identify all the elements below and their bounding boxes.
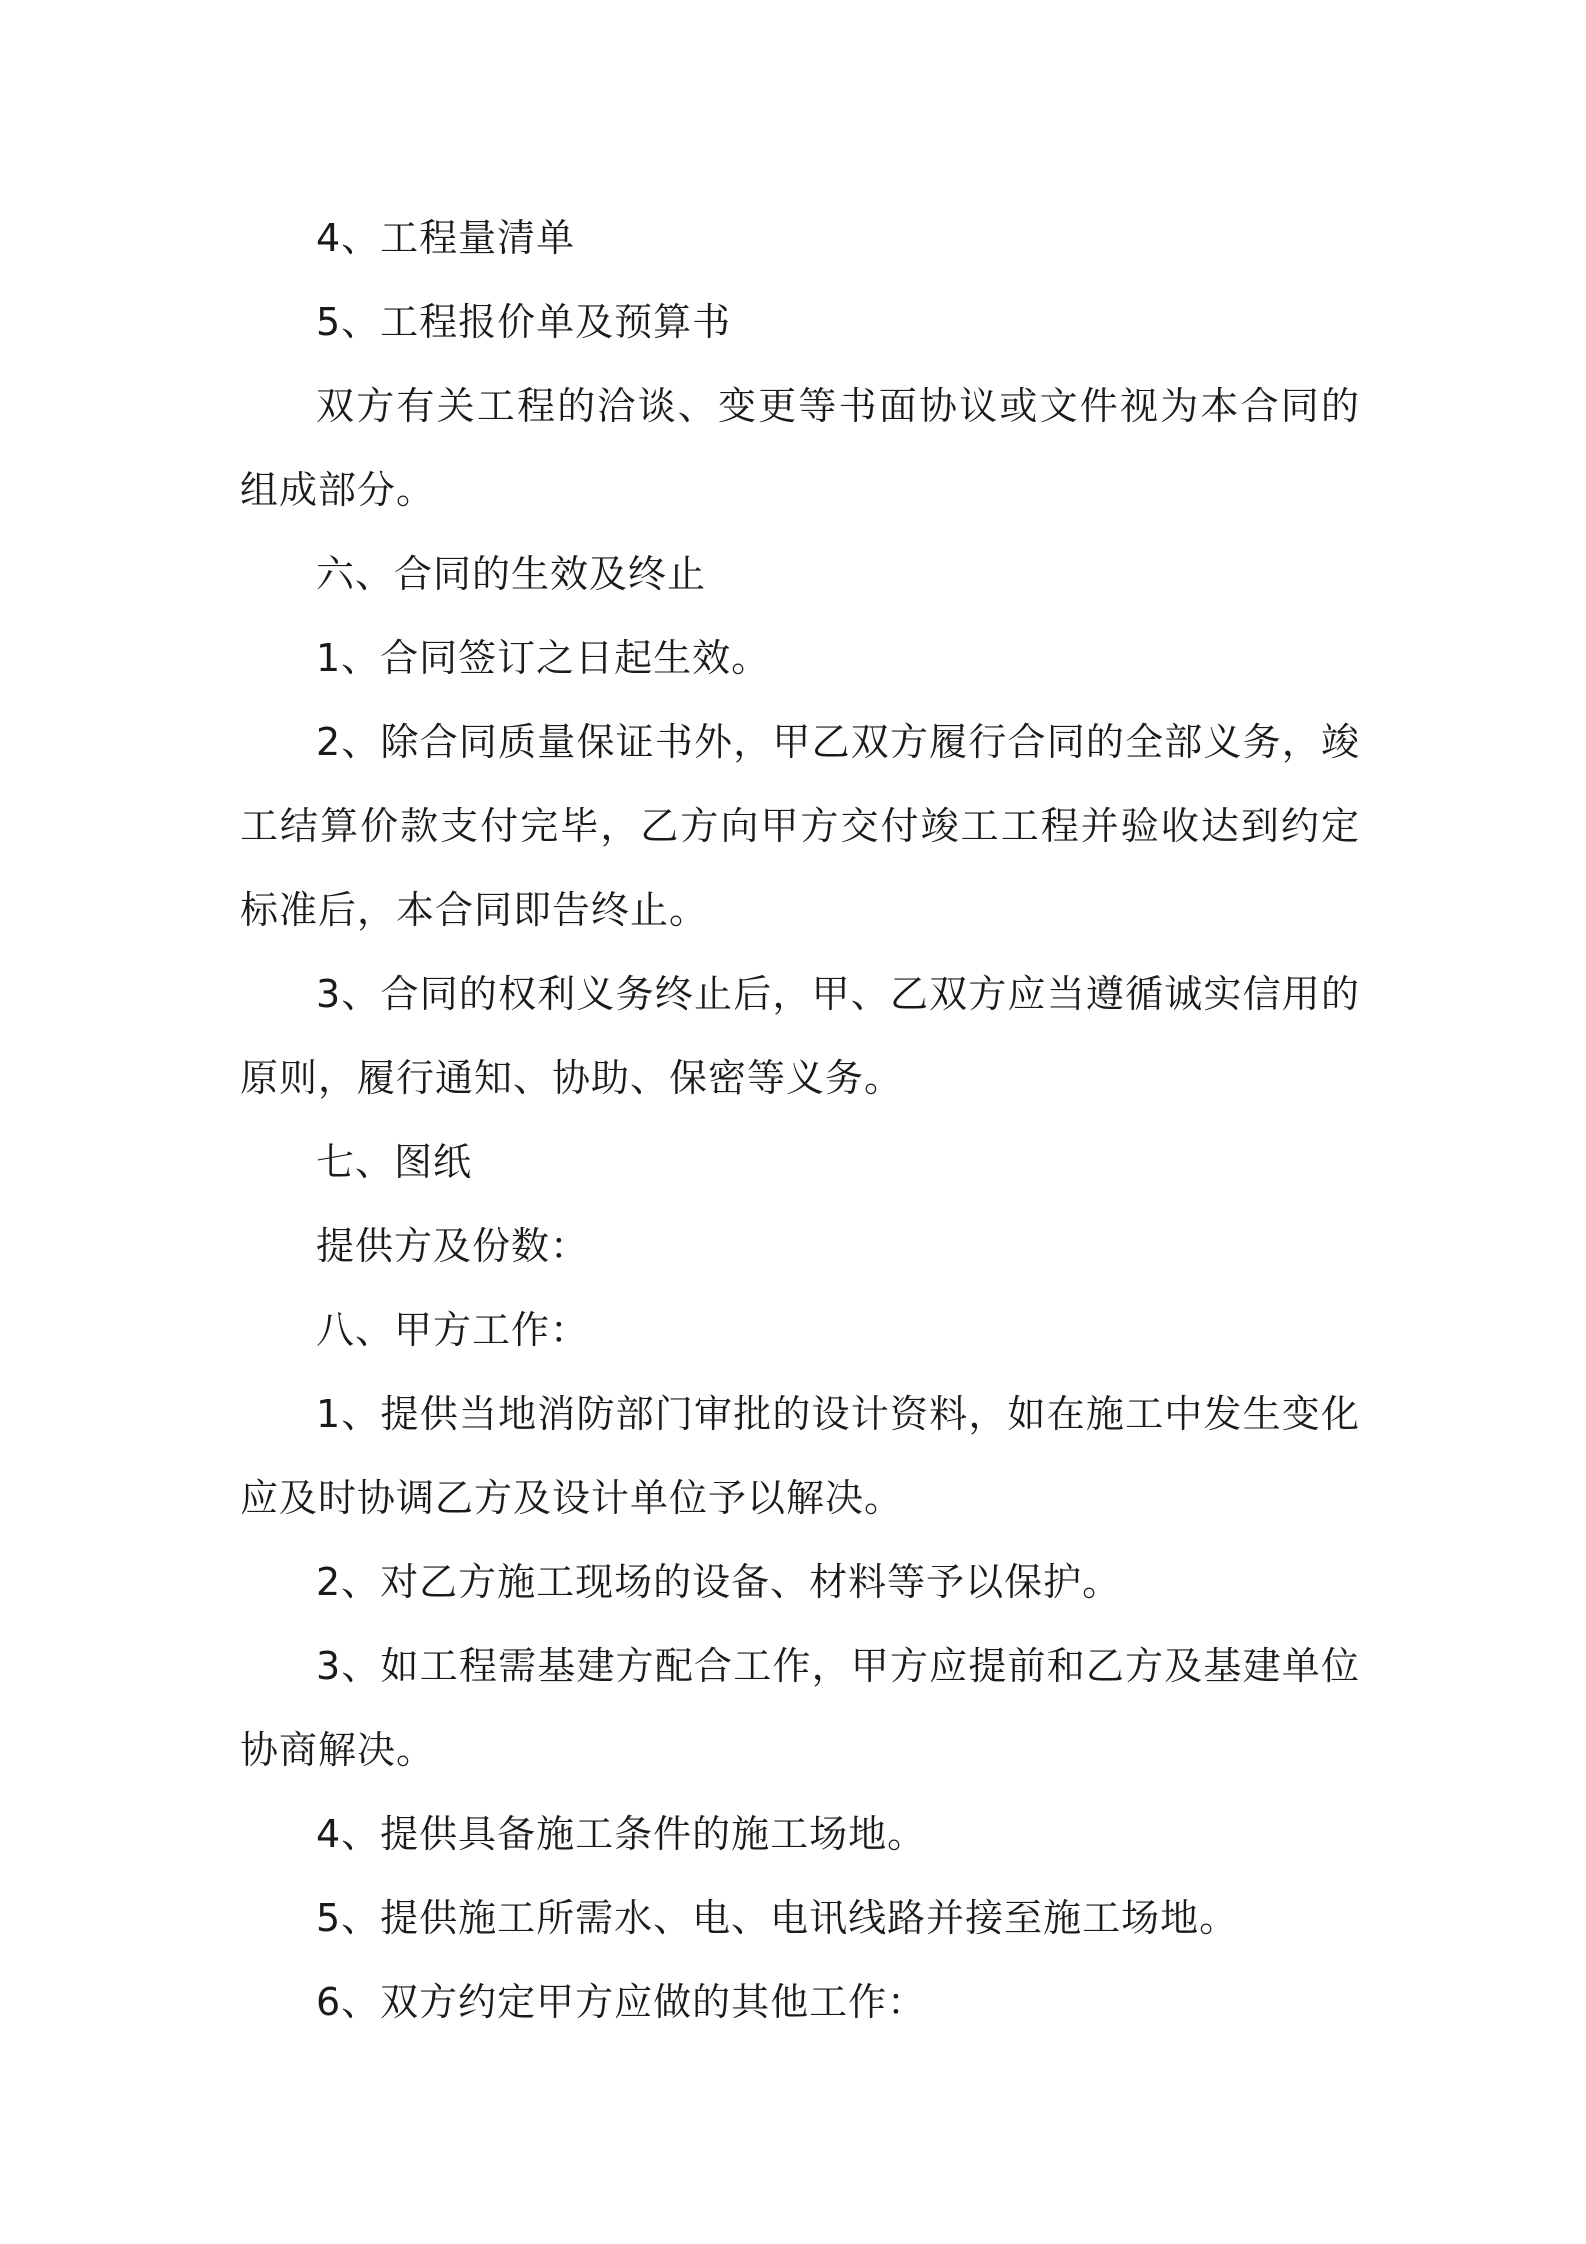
paragraph-party-a-duty-4: 4、提供具备施工条件的施工场地。 bbox=[316, 1812, 927, 1856]
paragraph-party-a-duty-3: 3、如工程需基建方配合工作，甲方应提前和乙方及基建单位协商解决。 bbox=[240, 1644, 1360, 1772]
paragraph-party-a-duty-5: 5、提供施工所需水、电、电讯线路并接至施工场地。 bbox=[316, 1896, 1239, 1940]
paragraph-party-a-duty-6: 6、双方约定甲方应做的其他工作： bbox=[316, 1980, 927, 2024]
section-heading-8: 八、甲方工作： bbox=[316, 1308, 590, 1352]
paragraph-termination: 2、除合同质量保证书外，甲乙双方履行合同的全部义务，竣工结算价款支付完毕，乙方向甲方交付竣工工程并验收达到约定标准后，本合同即告终止。 bbox=[240, 720, 1360, 932]
paragraph-written-agreements: 双方有关工程的洽谈、变更等书面协议或文件视为本合同的组成部分。 bbox=[240, 384, 1360, 512]
document-body bbox=[240, 196, 1360, 2044]
paragraph-post-termination: 3、合同的权利义务终止后，甲、乙双方应当遵循诚实信用的原则，履行通知、协助、保密等义务。 bbox=[240, 972, 1360, 1100]
paragraph-party-a-duty-2: 2、对乙方施工现场的设备、材料等予以保护。 bbox=[316, 1560, 1122, 1604]
paragraph-item-4-bill-of-quantities: 4、工程量清单 bbox=[316, 216, 576, 260]
section-heading-6: 六、合同的生效及终止 bbox=[316, 552, 707, 596]
paragraph-drawings-provider: 提供方及份数： bbox=[316, 1224, 590, 1268]
paragraph-effective-date: 1、合同签订之日起生效。 bbox=[316, 636, 771, 680]
section-heading-7: 七、图纸 bbox=[316, 1140, 473, 1184]
paragraph-item-5-quotation: 5、工程报价单及预算书 bbox=[316, 300, 732, 344]
paragraph-party-a-duty-1: 1、提供当地消防部门审批的设计资料，如在施工中发生变化应及时协调乙方及设计单位予以解决。 bbox=[240, 1392, 1360, 1520]
